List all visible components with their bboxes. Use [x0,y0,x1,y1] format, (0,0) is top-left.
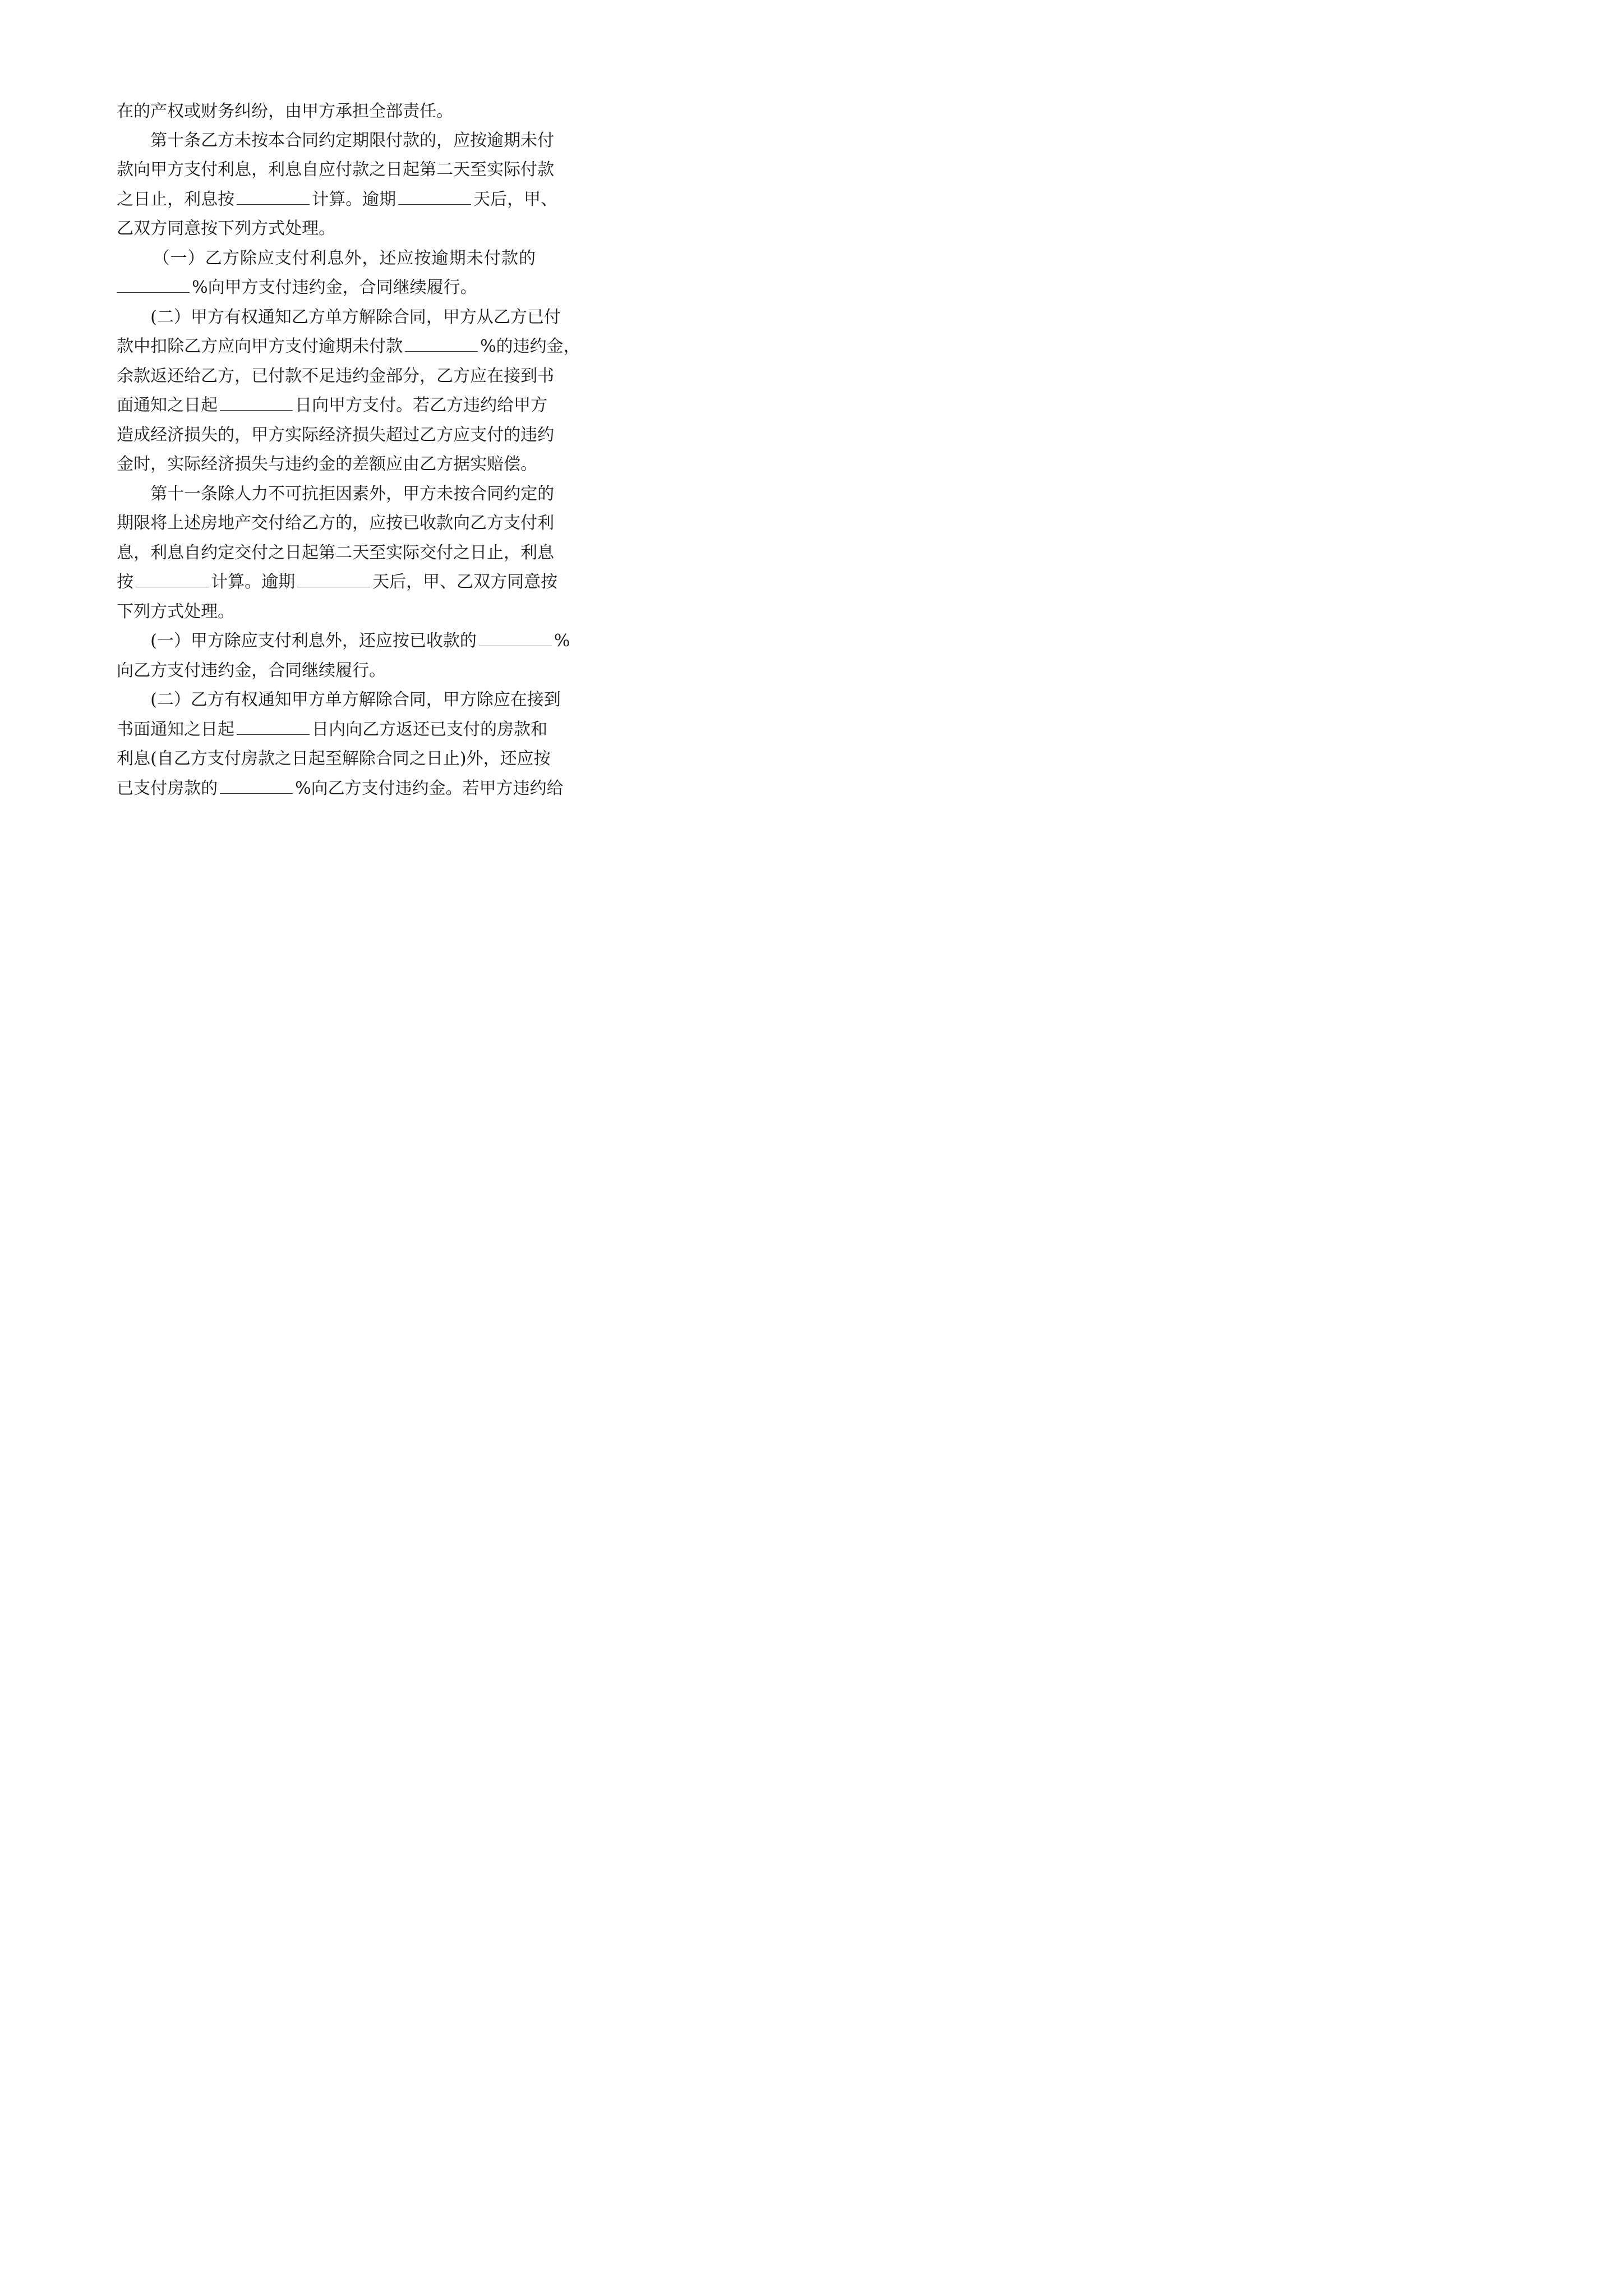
text-segment: 面通知之日起 [117,395,218,415]
text-segment: 款向甲方支付利息，利息自应付款之日起第二天至实际付款 [117,160,555,180]
text-segment: 日向甲方支付。若乙方违约给甲方 [295,395,548,415]
text-segment: (一）甲方除应支付利息外，还应按已收款的 [150,631,477,651]
text-line-14 [129,466,555,504]
text-segment: 金时，实际经济损失与违约金的差额应由乙方据实赔偿。 [117,454,538,474]
text-line-7 [95,259,477,297]
text-line-8 [129,289,561,327]
text-segment: 按 [117,572,134,592]
document-page [0,0,623,881]
text-segment: 款中扣除乙方应向甲方支付逾期未付款 [117,337,403,356]
text-segment: 书面通知之日起 [117,720,235,739]
text-line-4 [95,171,558,209]
text-segment: (二）乙方有权通知甲方单方解除合同，甲方除应在接到 [150,690,561,710]
fill-in-blank [297,573,370,587]
text-line-17 [95,554,558,592]
text-line-10 [95,348,555,386]
text-segment: 天后，甲、乙双方同意按 [372,572,558,592]
text-line-6 [129,230,536,268]
text-line-12 [95,407,555,445]
text-line-3 [95,141,555,180]
text-segment: (二）甲方有权通知乙方单方解除合同，甲方从乙方已付 [150,307,561,327]
text-segment: 计算。逾期 [211,572,296,592]
fill-in-blank [479,632,552,646]
text-segment: 第十一条除人力不可抗拒因素外，甲方未按合同约定的 [150,484,555,504]
text-segment: % [554,631,570,651]
text-line-11 [95,377,548,415]
text-line-2 [129,112,555,150]
text-segment: %的违约金， [480,337,580,356]
fill-in-blank [220,780,293,794]
text-segment: 息，利息自约定交付之日起第二天至实际交付之日止，利息 [117,543,555,563]
text-segment: 第十条乙方未按本合同约定期限付款的，应按逾期未付 [150,131,555,150]
text-segment: %向乙方支付违约金。若甲方违约给 [295,779,564,798]
text-line-18 [95,583,235,622]
text-segment: 日内向乙方返还已支付的房款和 [312,720,548,739]
text-segment: 造成经济损失的，甲方实际经济损失超过乙方应支付的违约 [117,425,555,445]
text-segment: 下列方式处理。 [117,602,235,622]
text-line-20 [95,642,386,680]
text-line-5 [95,200,336,238]
text-line-13 [95,436,538,474]
text-segment: 已支付房款的 [117,779,218,798]
text-segment: 天后，甲、 [473,190,558,209]
text-line-9 [95,318,580,356]
text-line-22 [95,701,548,739]
text-segment: 计算。逾期 [312,190,396,209]
text-segment: 在的产权或财务纠纷，由甲方承担全部责任。 [117,102,454,121]
text-segment: 余款返还给乙方，已付款不足违约金部分，乙方应在接到书 [117,366,555,386]
text-line-23 [95,730,551,769]
text-segment: 向乙方支付违约金，合同继续履行。 [117,661,386,680]
text-segment: 期限将上述房地产交付给乙方的，应按已收款向乙方支付利 [117,513,555,533]
fill-in-blank [398,191,471,205]
text-line-1 [95,83,454,121]
text-segment: %向甲方支付违约金，合同继续履行。 [192,278,477,297]
text-line-19 [129,613,570,651]
text-line-24 [95,760,564,798]
text-line-16 [95,524,555,563]
text-segment: 之日止，利息按 [117,190,235,209]
text-segment: （一）乙方除应支付利息外，还应按逾期未付款的 [153,249,536,268]
text-line-15 [95,495,555,533]
text-segment: 利息(自乙方支付房款之日起至解除合同之日止)外，还应按 [117,749,551,769]
text-segment: 乙双方同意按下列方式处理。 [117,219,336,238]
text-line-21 [129,671,561,710]
